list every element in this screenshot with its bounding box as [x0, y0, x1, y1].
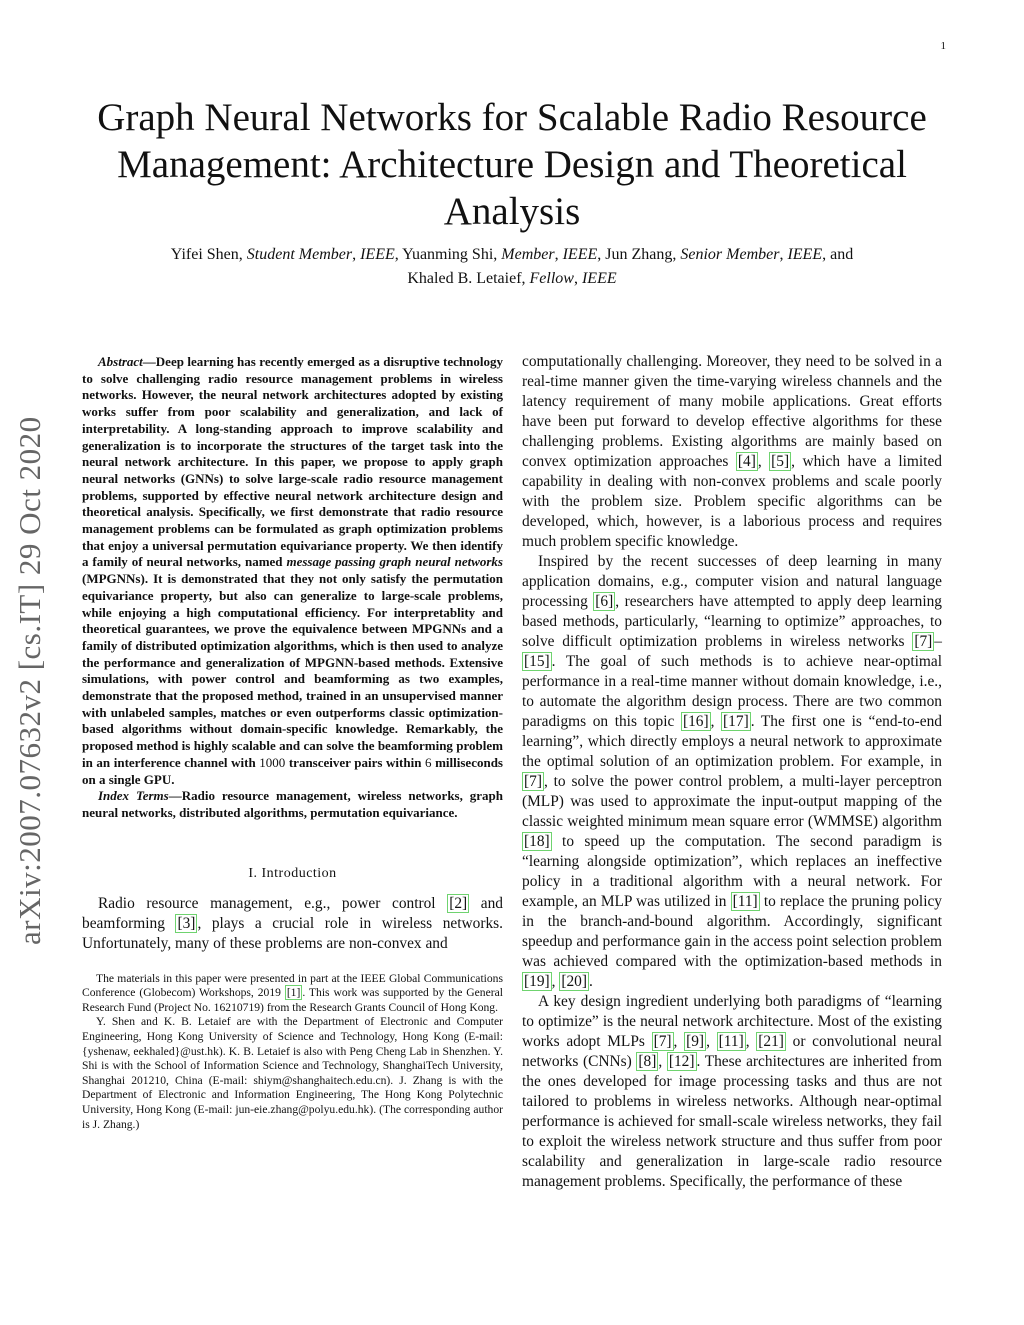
body-text: . The first one is “end-to-end learning”, which directly employs a neural network to approximate the optimal solution of an optimization problem. For example, in	[522, 713, 942, 770]
body-text: . These architectures are inherited from the ones developed for image processing tasks and thus are not tailored to problems in wireless networks. Although near-optimal performance is achieved for small-scale wireless networks, they fail to exploit the wireless network structure and thus suffer from poor scalability and generalization in large-scale radio resource management problems. Specifically, the performance of these	[522, 1053, 942, 1190]
author-text: , and	[822, 246, 854, 263]
abstract-term: message passing graph neural networks	[286, 554, 503, 570]
footnote-1	[82, 972, 503, 1016]
paragraph-1	[522, 352, 942, 552]
body-text: Inspired by the recent successes of deep learning in many application domains, e.g., computer vision and natural language processing	[522, 553, 942, 610]
arxiv-identifier[interactable]: arXiv:2007.07632v2 [cs.IT] 29 Oct 2020	[12, 416, 47, 945]
abstract-number: 1000	[259, 754, 286, 770]
author-org: IEEE	[787, 246, 823, 263]
citation-link[interactable]: [9]	[686, 1033, 705, 1050]
body-text: ,	[757, 453, 770, 470]
citation-link[interactable]: [2]	[449, 894, 468, 912]
body-text: computationally challenging. Moreover, they need to be solved in a real-time manner given the time-varying wireless channels and the latency requirement of many mobile applications. Great efforts have been put forward to develop effective algorithms for these challenging problems. Existing algorithms are mainly based on convex optimization approaches	[522, 353, 942, 470]
author-line-2	[80, 267, 944, 291]
author-text: ,	[554, 246, 563, 263]
citation-link[interactable]: [3]	[177, 914, 196, 932]
author-text: , Yuanming Shi,	[394, 246, 502, 263]
page-number: 1	[940, 40, 946, 52]
abstract-text: transceiver pairs within	[285, 754, 426, 770]
citation-link[interactable]: [8]	[638, 1053, 657, 1070]
body-text: and beamforming	[82, 894, 503, 932]
author-grade: Fellow	[529, 270, 574, 287]
citation-link[interactable]: [17]	[723, 713, 749, 730]
abstract-dash: —	[142, 354, 156, 369]
author-grade: Member	[501, 246, 555, 263]
body-text: A key design ingredient underlying both paradigms of “learning to optimize” is the neural network architecture. Most of the existing works adopt MLPs	[522, 993, 942, 1050]
citation-link[interactable]: [20]	[561, 973, 588, 990]
author-grade: Senior Member	[680, 246, 780, 263]
citation-link[interactable]: [6]	[595, 593, 614, 610]
citation-link[interactable]: [7]	[524, 773, 542, 790]
author-line-1	[80, 243, 944, 267]
index-terms	[82, 788, 503, 821]
left-column	[82, 354, 503, 1132]
author-text: ,	[352, 246, 361, 263]
abstract-label: Abstract	[98, 354, 143, 369]
abstract-number: 6	[425, 754, 432, 770]
abstract	[82, 354, 503, 822]
author-text: ,	[573, 270, 582, 287]
citation-link[interactable]: [7]	[653, 1033, 672, 1050]
citation-link[interactable]: [5]	[771, 453, 790, 470]
author-text: Khaled B. Letaief,	[407, 270, 530, 287]
section-heading-introduction: I. Introduction	[248, 865, 337, 881]
body-text: , researchers have attempted to apply deep learning based methods, particularly, “learning to optimize” approaches, to solve difficult optimization problems in wireless networks	[522, 593, 942, 650]
body-text: .	[589, 973, 593, 990]
citation-link[interactable]: [15]	[524, 653, 550, 670]
author-grade: Student Member	[246, 246, 353, 263]
author-block	[80, 243, 944, 291]
abstract-text: milliseconds on a single GPU.	[82, 754, 503, 787]
author-text: Yifei Shen,	[170, 246, 247, 263]
citation-link[interactable]: [7]	[914, 633, 933, 650]
body-text: ,	[658, 1053, 667, 1070]
body-text: Radio resource management, e.g., power control	[98, 894, 448, 912]
author-org: IEEE	[562, 246, 598, 263]
body-text: to replace the pruning policy in the branch-and-bound algorithm. Accordingly, significant speedup and performance gain in the access point selection problem was achieved compared with the optimization-based methods in	[522, 893, 943, 970]
index-terms-text: —Radio resource management, wireless networks, graph neural networks, distributed algorithms, permutation equivariance.	[82, 788, 504, 820]
body-text: , plays a crucial role in wireless networks. Unfortunately, many of these problems are non-convex and	[82, 914, 503, 952]
author-org: IEEE	[360, 246, 395, 263]
footnote-2: Y. Shen and K. B. Letaief are with the Department of Electronic and Computer Engineering, Hong Kong University of Science and Technology, Hong Kong (E-mail: {yshenaw, eekhaled}@ust.hk). K. B. Letaief is also with Peng Cheng Lab in Shenzhen. Y. Shi is with the School of Information Science and Technology, ShanghaiTech University, Shanghai 201210, China (E-mail: shiym@shanghaitech.edu.cn). J. Zhang is with the Department of Electronic and Information Engineering, The Hong Kong Polytechnic University, Hong Kong (E-mail: jun-eie.zhang@polyu.edu.hk). (The corresponding author is J. Zhang.)	[82, 1015, 503, 1131]
body-text: ,	[745, 1033, 757, 1050]
body-text: , to solve the power control problem, a multi-layer perceptron (MLP) was used to approximate the input-output mapping of the classic weighted minimum mean square error (WMMSE) algorithm	[522, 773, 942, 830]
paragraph-3	[522, 992, 942, 1192]
citation-link[interactable]: [11]	[718, 1033, 744, 1050]
author-org: IEEE	[581, 270, 617, 287]
citation-link[interactable]: [16]	[682, 713, 709, 730]
body-text: . The goal of such methods is to achieve near-optimal performance in a real-time manner without domain knowledge, i.e., to automate the algorithm design process. There are two common paradigms on this topic	[522, 653, 942, 730]
paper-title: Graph Neural Networks for Scalable Radio Resource Management: Architecture Design and Theoretical Analysis	[97, 96, 927, 233]
index-terms-label: Index Terms	[98, 788, 169, 804]
abstract-text: Deep learning has recently emerged as a disruptive technology to solve challenging radio resource management problems in wireless networks. However, the neural network architectures adopted by existing works suffer from poor scalability and generalization, and lack of interpretability. A long-standing approach to improve scalability and generalization is to incorporate the structures of the target task into the neural network architecture. In this paper, we propose to apply graph neural networks (GNNs) to solve large-scale radio resource management problems, supported by effective neural network architecture design and theoretical analysis. Specifically, we first demonstrate that radio resource management problems can be formulated as graph optimization problems that enjoy a universal permutation equivariance property. We then identify a family of neural networks, named	[82, 354, 503, 570]
citation-link[interactable]: [1]	[286, 986, 301, 1000]
intro-paragraph	[82, 894, 503, 954]
footnote-text: The materials in this paper were presented in part at the IEEE Global Communications Conference (Globecom) Workshops, 2019	[82, 971, 503, 1000]
right-column	[522, 352, 942, 1192]
footnote-text: . This work was supported by the General Research Fund (Project No. 16210719) from the Research Grants Council of Hong Kong.	[82, 986, 503, 1014]
citation-link[interactable]: [11]	[732, 893, 758, 910]
citation-link[interactable]: [4]	[737, 453, 756, 470]
footnotes	[82, 972, 503, 1133]
body-text: to speed up the computation. The second paradigm is “learning alongside optimization”, which replaces an ineffective policy in a traditional algorithm with a neural network. For example, an MLP was utilized in	[522, 833, 942, 910]
citation-link[interactable]: [18]	[524, 833, 550, 850]
author-text: ,	[779, 246, 788, 263]
citation-link[interactable]: [21]	[758, 1033, 784, 1050]
body-text: or convolutional neural networks (CNNs)	[522, 1033, 942, 1070]
citation-link[interactable]: [12]	[668, 1053, 695, 1070]
body-text: ,	[551, 973, 560, 990]
paragraph-2	[522, 552, 942, 992]
body-text: –	[934, 633, 942, 650]
body-text: ,	[710, 713, 722, 730]
author-text: , Jun Zhang,	[597, 246, 681, 263]
abstract-text: (MPGNNs). It is demonstrated that they not only satisfy the permutation equivariance property, but also can generalize to large-scale problems, while enjoying a high computational efficiency. For interpretablity and theoretical guarantees, we prove the equivalence between MPGNNs and a family of distributed optimization algorithms, which is then used to analyze the performance and generalization of MPGNN-based methods. Extensive simulations, with power control and beamforming as two examples, demonstrate that the proposed method, trained in an unsupervised manner with unlabeled samples, matches or even outperforms classic optimization-based algorithms without domain-specific knowledge. Remarkably, the proposed method is highly scalable and can solve the beamforming problem in an interference channel with	[82, 571, 503, 770]
body-text: ,	[673, 1033, 685, 1050]
body-text: ,	[706, 1033, 717, 1050]
body-text: , which have a limited capability in dealing with non-convex problems and scale poorly with the problem size. Problem specific algorithms can be developed, which, however, is a laborious process and requires much problem specific knowledge.	[522, 453, 942, 550]
citation-link[interactable]: [19]	[524, 973, 550, 990]
